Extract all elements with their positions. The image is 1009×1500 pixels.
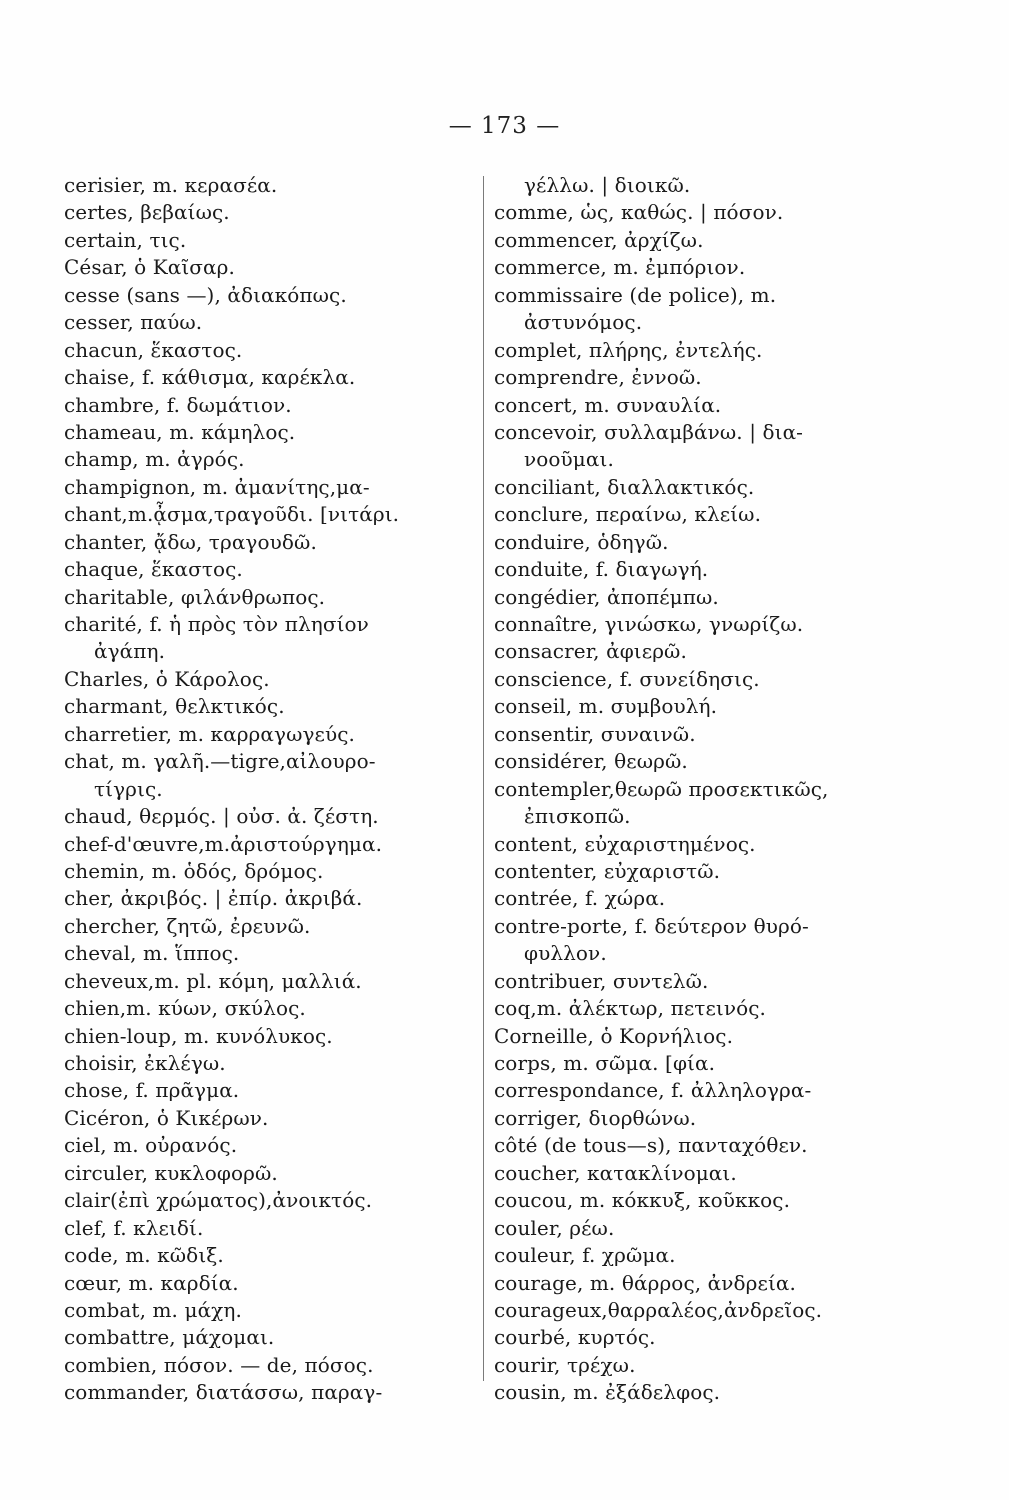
entry-line: charitable, φιλάνθρωπος. [64,584,326,609]
entry-line: courbé, κυρτός. [494,1325,656,1350]
entry-line: cousin, m. ἐξάδελφος. [494,1380,721,1405]
entry-line: comprendre, ἐννοῶ. [494,365,702,390]
entry-line: commerce, m. ἐμπόριον. [494,255,746,280]
entry-line: contenter, εὐχαριστῶ. [494,858,721,883]
entry-continuation-line: γέλλω. | διοικῶ. [524,173,691,197]
entry-line: consacrer, ἀφιερῶ. [494,639,687,664]
entry-line: certain, τις. [64,227,187,252]
entry-line: côté (de tous—s), πανταχόθεν. [494,1133,808,1158]
entry-line: ciel, m. οὐρανός. [64,1133,238,1158]
entry-continuation-line: τίγρις. [94,776,163,801]
entry-line: concevoir, συλλαμβάνω. | δια- [494,419,804,444]
entry-line: conduire, ὁδηγῶ. [494,529,669,554]
entry-line: commander, διατάσσω, παραγ- [64,1380,383,1405]
left-column [64,172,464,1407]
entry-line: chose, f. πρᾶγμα. [64,1078,240,1103]
entry-line: cerisier, m. κερασέα. [64,173,278,197]
entry-line: correspondance, f. ἀλληλογρα- [494,1078,812,1103]
entry-line: couler, ρέω. [494,1215,615,1240]
page-number: — 173 — [448,113,561,139]
entry-line: cesser, παύω. [64,310,203,335]
entry-line: chameau, m. κάμηλος. [64,419,296,444]
entry-line: courageux,θαρραλέος,ἀνδρεῖος. [494,1297,823,1322]
entry-line: coucou, m. κόκκυξ, κοῦκκος. [494,1188,791,1213]
entry-line: combattre, μάχομαι. [64,1325,275,1350]
entry-line: chat, m. γαλῆ.—tigre,αἰλουρο- [64,749,376,774]
entry-line: code, m. κῶδιξ. [64,1243,224,1268]
entry-line: Corneille, ὁ Κορνήλιος. [494,1023,734,1048]
entry-line: congédier, ἀποπέμπω. [494,584,719,609]
entry-line: contre-porte, f. δεύτερον θυρό- [494,913,809,938]
entry-line: cheveux,m. pl. κόμη, μαλλιά. [64,968,362,993]
entry-line: corriger, διορθώνω. [494,1105,697,1130]
entry-line: coq,m. ἀλέκτωρ, πετεινός. [494,996,767,1021]
entry-line: cheval, m. ἵππος. [64,941,240,966]
entry-line: certes, βεβαίως. [64,200,230,225]
entry-line: chambre, f. δωμάτιον. [64,392,292,417]
entry-line: charretier, m. καρραγωγεύς. [64,721,356,746]
column-divider [483,176,484,1381]
entry-line: commissaire (de police), m. [494,282,777,307]
entry-line: conduite, f. διαγωγή. [494,557,709,582]
entry-line: chemin, m. ὁδός, δρόμος. [64,858,324,883]
entry-continuation-line: ἀγάπη. [94,639,166,664]
entry-line: chien-loup, m. κυνόλυκος. [64,1023,333,1048]
entry-line: conclure, περαίνω, κλείω. [494,502,762,527]
entry-line: commencer, ἀρχίζω. [494,227,704,252]
entry-line: considérer, θεωρῶ. [494,749,688,774]
entry-line: contempler,θεωρῶ προσεκτικῶς, [494,776,829,801]
entry-line: chaud, θερμός. | οὐσ. ἀ. ζέστη. [64,804,379,829]
entry-line: charmant, θελκτικός. [64,694,285,719]
entry-line: chien,m. κύων, σκύλος. [64,996,306,1021]
entry-continuation-line: ἀστυνόμος. [524,310,643,335]
entry-line: courage, m. θάρρος, ἀνδρεία. [494,1270,796,1295]
entry-line: contrée, f. χώρα. [494,886,666,911]
entry-line: contribuer, συντελῶ. [494,968,709,993]
entry-continuation-line: ἐπισκοπῶ. [524,804,631,829]
entry-line: César, ὁ Καῖσαρ. [64,255,235,280]
entry-line: chacun, ἕκαστος. [64,337,243,362]
entry-line: clair(ἐπὶ χρώματος),ἀνοικτός. [64,1188,373,1213]
entry-line: cœur, m. καρδία. [64,1270,239,1295]
entry-line: circuler, κυκλοφορῶ. [64,1160,278,1185]
entry-continuation-line: νοοῦμαι. [524,447,614,472]
entry-line: conciliant, διαλλακτικός. [494,474,755,499]
entry-line: chercher, ζητῶ, ἐρευνῶ. [64,913,311,938]
entry-line: corps, m. σῶμα. [φία. [494,1051,716,1075]
entry-line: consentir, συναινῶ. [494,721,696,746]
entry-continuation-line: φυλλον. [524,941,607,966]
entry-line: chant,m.ᾆσμα,τραγοῦδι. [νιτάρι. [64,502,400,527]
entry-line: chaque, ἕκαστος. [64,557,243,582]
entry-line: conseil, m. συμβουλή. [494,694,718,719]
entry-line: content, εὐχαριστημένος. [494,831,756,856]
entry-line: chaise, f. κάθισμα, καρέκλα. [64,365,356,390]
entry-line: champ, m. ἀγρός. [64,447,245,472]
entry-line: conscience, f. συνείδησις. [494,666,760,691]
entry-line: cher, ἀκριβός. | ἐπίρ. ἀκριβά. [64,886,363,911]
entry-line: Charles, ὁ Κάρολος. [64,666,270,691]
entry-line: coucher, κατακλίνομαι. [494,1160,737,1185]
entry-line: charité, f. ἡ πρὸς τὸν πλησίον [64,612,369,636]
entry-line: combien, πόσον. — de, πόσος. [64,1352,374,1377]
entry-line: complet, πλήρης, ἐντελής. [494,337,763,362]
entry-line: chanter, ᾄδω, τραγουδῶ. [64,529,317,554]
entry-line: combat, m. μάχη. [64,1297,242,1322]
entry-line: choisir, ἐκλέγω. [64,1051,226,1075]
entry-line: champignon, m. ἀμανίτης,μα- [64,474,370,499]
right-column [494,172,884,1407]
entry-line: couleur, f. χρῶμα. [494,1243,676,1268]
entry-line: concert, m. συναυλία. [494,392,722,417]
entry-line: cesse (sans —), ἀδιακόπως. [64,282,347,307]
entry-line: clef, f. κλειδί. [64,1215,204,1240]
entry-line: chef-d'œuvre,m.ἀριστούργημα. [64,831,383,856]
entry-line: courir, τρέχω. [494,1352,636,1377]
entry-line: Cicéron, ὁ Κικέρων. [64,1105,269,1130]
entry-line: connaître, γινώσκω, γνωρίζω. [494,612,804,636]
entry-line: comme, ὡς, καθώς. | πόσον. [494,200,784,225]
